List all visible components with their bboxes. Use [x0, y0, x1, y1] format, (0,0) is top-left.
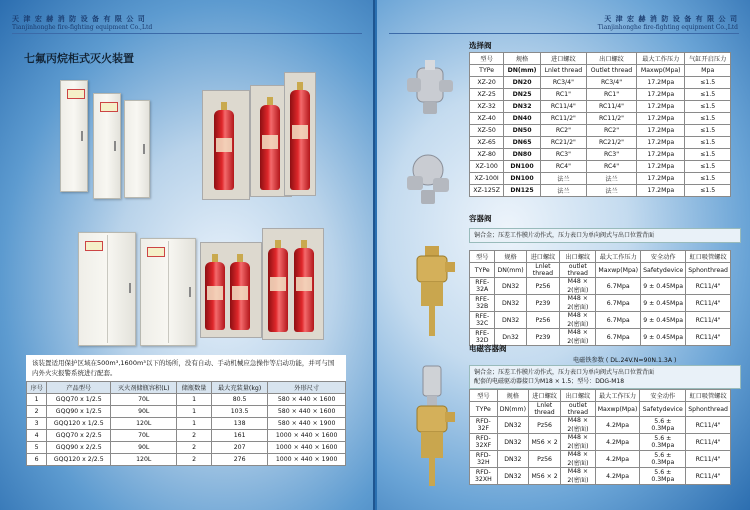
table-cell: 法兰: [586, 173, 636, 185]
table-cell: 2: [177, 430, 212, 442]
table-cell: 80.5: [211, 394, 267, 406]
table-cell: RFE-32D: [470, 329, 495, 346]
table-cell: XZ-125Z: [470, 185, 504, 197]
company-name-cn: 天 津 宏 赫 消 防 设 备 有 限 公 司: [604, 14, 738, 23]
table-row: [470, 451, 731, 468]
table-cell: 4.2Mpa: [595, 417, 640, 434]
col-header: 序号: [27, 382, 47, 394]
col-header: Lnlet thread: [528, 402, 560, 417]
table-cell: GQQ120 x 2/2.5: [47, 454, 111, 466]
table-cell: ≤1.5: [685, 185, 731, 197]
table-cell: RC11/4": [686, 295, 731, 312]
table-cell: M56 × 2: [528, 434, 560, 451]
table-row: [470, 173, 731, 185]
col-header: 外形尺寸: [268, 382, 346, 394]
table-cell: 207: [211, 442, 267, 454]
table-cell: Pz56: [526, 278, 559, 295]
table-cell: DN32: [497, 434, 528, 451]
col-header: Lnlet thread: [540, 65, 586, 77]
solenoid-valve-title: 电磁容器阀: [469, 344, 507, 353]
col-header: 进口螺纹: [540, 53, 586, 65]
table-cell: 580 × 440 × 1600: [268, 394, 346, 406]
table-cell: XZ-80: [470, 149, 504, 161]
table-cell: RC11/4": [540, 101, 586, 113]
table-cell: ≤1.5: [685, 101, 731, 113]
table-row: [470, 137, 731, 149]
cabinet-spec-block: [26, 355, 346, 466]
table-cell: 4: [27, 430, 47, 442]
table-cell: RC11/2": [586, 113, 636, 125]
col-header: outlet thread: [560, 263, 596, 278]
col-header: DN(mm): [497, 402, 528, 417]
col-header: TYPe: [470, 263, 495, 278]
table-cell: RC11/4": [686, 468, 731, 485]
container-valve-image: [407, 240, 457, 340]
table-row: [470, 312, 731, 329]
table-cell: Pz39: [526, 295, 559, 312]
cabinet-double-2: [140, 238, 196, 346]
table-cell: RC3/4": [540, 77, 586, 89]
col-header: 型号: [470, 390, 498, 402]
table-cell: DN32: [495, 312, 526, 329]
table-cell: XZ-40: [470, 113, 504, 125]
col-header: 规格: [504, 53, 541, 65]
table-cell: GQQ70 x 2/2.5: [47, 430, 111, 442]
table-cell: RC3": [540, 149, 586, 161]
selector-valve-table-wrap: [469, 52, 731, 197]
table-cell: 17.2Mpa: [637, 173, 685, 185]
table-row: [470, 468, 731, 485]
table-header-row-en: [470, 65, 731, 77]
table-cell: 70L: [111, 394, 177, 406]
page-title: 七氟丙烷柜式灭火装置: [24, 52, 134, 65]
table-cell: ≤1.5: [685, 125, 731, 137]
table-cell: 276: [211, 454, 267, 466]
table-cell: RC2": [540, 125, 586, 137]
table-row: [470, 295, 731, 312]
table-cell: 90L: [111, 406, 177, 418]
table-cell: DN40: [504, 113, 541, 125]
table-cell: 17.2Mpa: [637, 125, 685, 137]
cabinet-double-1: [78, 232, 136, 346]
table-cell: 17.2Mpa: [637, 161, 685, 173]
col-header: 最大工作压力: [596, 251, 641, 263]
table-cell: 17.2Mpa: [637, 149, 685, 161]
table-cell: XZ-50: [470, 125, 504, 137]
table-cell: M48 × 2(密面): [561, 434, 596, 451]
col-header: 规格: [495, 251, 526, 263]
table-cell: 法兰: [540, 185, 586, 197]
solenoid-valve-notes: [469, 365, 741, 389]
col-header: 进口螺纹: [526, 251, 559, 263]
table-row: [27, 430, 346, 442]
table-cell: 1: [177, 394, 212, 406]
cylinder-1: [214, 110, 234, 190]
table-header-row-cn: [470, 53, 731, 65]
table-cell: RC21/2": [540, 137, 586, 149]
table-cell: XZ-65: [470, 137, 504, 149]
table-cell: 5.6 ± 0.3Mpa: [640, 434, 686, 451]
selector-table-body: [470, 77, 731, 197]
table-cell: 9 ± 0.45Mpa: [641, 278, 686, 295]
table-cell: 161: [211, 430, 267, 442]
table-cell: 17.2Mpa: [637, 137, 685, 149]
table-cell: 法兰: [540, 173, 586, 185]
table-cell: DN32: [497, 417, 528, 434]
table-cell: Dn32: [495, 329, 526, 346]
solenoid-note-2: 配套的电磁驱动器接口为M18 × 1.5；型号：DDG-M18: [474, 378, 625, 385]
selector-valve-image-2: [403, 148, 453, 208]
table-cell: 1: [177, 406, 212, 418]
table-header-row-en: [470, 402, 731, 417]
table-cell: 6.7Mpa: [596, 278, 641, 295]
table-cell: 580 × 440 × 1900: [268, 418, 346, 430]
table-row: [27, 454, 346, 466]
table-cell: RC11/4": [586, 101, 636, 113]
col-header: 最大充装量(kg): [211, 382, 267, 394]
table-cell: RC11/2": [540, 113, 586, 125]
table-cell: 法兰: [586, 185, 636, 197]
table-cell: 4.2Mpa: [595, 434, 640, 451]
table-cell: 17.2Mpa: [637, 77, 685, 89]
table-cell: RC4": [540, 161, 586, 173]
right-header: [598, 14, 738, 31]
container-valve-table-wrap: [469, 250, 731, 346]
table-cell: M48 × 2(密面): [561, 417, 596, 434]
col-header: DN(mm): [504, 65, 541, 77]
table-cell: 17.2Mpa: [637, 185, 685, 197]
table-header-row-cn: [470, 251, 731, 263]
left-page: [0, 0, 373, 510]
table-cell: RC1": [586, 89, 636, 101]
col-header: 进口螺纹: [528, 390, 560, 402]
table-row: [470, 125, 731, 137]
table-cell: 5.6 ± 0.3Mpa: [640, 451, 686, 468]
col-header: 安全动作: [641, 251, 686, 263]
cylinder-5: [230, 262, 250, 330]
table-cell: XZ-25: [470, 89, 504, 101]
col-header: 气缸开启压力: [685, 53, 731, 65]
cabinet-spec-table: [26, 381, 346, 466]
cabinet-closed-2: [93, 93, 121, 199]
cylinder-3: [290, 90, 310, 190]
table-cell: 2: [177, 454, 212, 466]
table-cell: 90L: [111, 442, 177, 454]
table-header-row-cn: [470, 390, 731, 402]
col-header: TYPe: [470, 65, 504, 77]
table-cell: GQQ120 x 1/2.5: [47, 418, 111, 430]
table-header-row: [27, 382, 346, 394]
table-cell: RFE-32A: [470, 278, 495, 295]
col-header: 型号: [470, 53, 504, 65]
table-cell: 70L: [111, 430, 177, 442]
table-cell: 2: [177, 442, 212, 454]
table-cell: 3: [27, 418, 47, 430]
table-cell: DN25: [504, 89, 541, 101]
table-cell: DN80: [504, 149, 541, 161]
table-cell: RC2": [586, 125, 636, 137]
container-valve-table: [469, 250, 731, 346]
table-cell: RC11/4": [686, 278, 731, 295]
table-cell: 5.6 ± 0.3Mpa: [640, 468, 686, 485]
solenoid-param: 电磁铁参数 ( DL.24V.N=90N.1.3A ): [573, 357, 677, 364]
col-header: 虹口吸管螺纹: [686, 390, 731, 402]
col-header: 最大工作压力: [595, 390, 640, 402]
cylinder-4: [205, 262, 225, 330]
table-row: [27, 394, 346, 406]
col-header: Sphonthread: [686, 263, 731, 278]
col-header: 出口螺纹: [561, 390, 596, 402]
table-cell: 9 ± 0.45Mpa: [641, 312, 686, 329]
table-cell: M48 × 2(密面): [560, 329, 596, 346]
col-header: outlet thread: [561, 402, 596, 417]
company-name-en: Tianjinhonghe fire-fighting equipment Co.,Ltd: [12, 24, 153, 31]
table-cell: 120L: [111, 418, 177, 430]
header-rule: [12, 33, 362, 34]
table-cell: DN100: [504, 161, 541, 173]
table-cell: 6.7Mpa: [596, 329, 641, 346]
table-cell: GQQ90 x 1/2.5: [47, 406, 111, 418]
table-cell: RC4": [586, 161, 636, 173]
cabinet-closed-3: [124, 100, 150, 198]
table-cell: DN32: [497, 451, 528, 468]
col-header: Safetydevice: [641, 263, 686, 278]
table-cell: DN65: [504, 137, 541, 149]
table-cell: ≤1.5: [685, 113, 731, 125]
col-header: Lnlet thread: [526, 263, 559, 278]
table-cell: XZ-32: [470, 101, 504, 113]
table-cell: M48 × 2(密面): [561, 451, 596, 468]
container-valve-title: 容器阀: [469, 214, 492, 223]
col-header: Maxwp(Mpa): [637, 65, 685, 77]
table-cell: DN125: [504, 185, 541, 197]
table-cell: DN32: [495, 295, 526, 312]
table-cell: DN32: [497, 468, 528, 485]
table-cell: DN32: [504, 101, 541, 113]
cabinet-table-body: [27, 394, 346, 466]
table-cell: ≤1.5: [685, 89, 731, 101]
table-cell: 1000 × 440 × 1600: [268, 442, 346, 454]
table-cell: 103.5: [211, 406, 267, 418]
col-header: 规格: [497, 390, 528, 402]
table-row: [470, 329, 731, 346]
table-cell: RC1": [540, 89, 586, 101]
cylinder-2: [260, 105, 280, 190]
col-header: 安全动作: [640, 390, 686, 402]
table-cell: DN100: [504, 173, 541, 185]
table-cell: RC11/4": [686, 434, 731, 451]
table-cell: Pz56: [528, 417, 560, 434]
col-header: Mpa: [685, 65, 731, 77]
table-cell: RC11/4": [686, 451, 731, 468]
table-cell: Pz56: [528, 451, 560, 468]
container-table-body: [470, 278, 731, 346]
table-cell: M48 × 2(密面): [560, 278, 596, 295]
table-cell: M48 × 2(密面): [561, 468, 596, 485]
cabinet-closed-1: [60, 80, 88, 192]
cylinder-6: [268, 248, 288, 332]
col-header: TYPe: [470, 402, 498, 417]
table-cell: 17.2Mpa: [637, 89, 685, 101]
table-cell: RFD-32XH: [470, 468, 498, 485]
table-cell: RC3/4": [586, 77, 636, 89]
header-rule: [389, 33, 739, 34]
table-cell: 6.7Mpa: [596, 295, 641, 312]
table-cell: 9 ± 0.45Mpa: [641, 295, 686, 312]
table-cell: Pz39: [526, 329, 559, 346]
table-cell: 1: [177, 418, 212, 430]
table-cell: 1000 × 440 × 1900: [268, 454, 346, 466]
solenoid-valve-table-wrap: [469, 389, 731, 485]
col-header: Outlet thread: [586, 65, 636, 77]
table-cell: XZ-100I: [470, 173, 504, 185]
table-cell: Pz56: [526, 312, 559, 329]
solenoid-valve-image: [407, 360, 457, 490]
table-row: [470, 417, 731, 434]
table-cell: M48 × 2(密面): [560, 312, 596, 329]
selector-valve-table: [469, 52, 731, 197]
table-cell: 4.2Mpa: [595, 451, 640, 468]
table-cell: 2: [27, 406, 47, 418]
solenoid-valve-table: [469, 389, 731, 485]
table-row: [470, 89, 731, 101]
solenoid-table-body: [470, 417, 731, 485]
table-cell: 120L: [111, 454, 177, 466]
table-cell: RFE-32C: [470, 312, 495, 329]
table-row: [470, 77, 731, 89]
table-row: [470, 149, 731, 161]
cabinet-note: 该装置适用保护区域在500m³,1600m³以下的场所，没有自动、手动机械应急操作等启动功能，并可与国内外火灾报警系统进行配套。: [32, 359, 335, 377]
company-name-cn: 天 津 宏 赫 消 防 设 备 有 限 公 司: [12, 14, 146, 23]
table-cell: GQQ70 x 1/2.5: [47, 394, 111, 406]
table-cell: RC11/4": [686, 417, 731, 434]
table-cell: 5: [27, 442, 47, 454]
table-cell: 17.2Mpa: [637, 113, 685, 125]
table-cell: RC11/4": [686, 329, 731, 346]
col-header: 产品型号: [47, 382, 111, 394]
col-header: 储瓶数量: [177, 382, 212, 394]
selector-valve-image-1: [405, 58, 455, 118]
col-header: 灭火剂储瓶容积(L): [111, 382, 177, 394]
table-cell: XZ-20: [470, 77, 504, 89]
table-row: [27, 442, 346, 454]
page-gutter: [373, 0, 375, 510]
col-header: 型号: [470, 251, 495, 263]
col-header: 虹口吸管螺纹: [686, 251, 731, 263]
table-cell: RFD-32F: [470, 417, 498, 434]
cylinder-7: [294, 248, 314, 332]
table-cell: 5.6 ± 0.3Mpa: [640, 417, 686, 434]
table-cell: ≤1.5: [685, 149, 731, 161]
table-cell: ≤1.5: [685, 173, 731, 185]
table-cell: 6.7Mpa: [596, 312, 641, 329]
table-cell: 4.2Mpa: [595, 468, 640, 485]
col-header: 出口螺纹: [586, 53, 636, 65]
table-cell: DN20: [504, 77, 541, 89]
table-cell: RFD-32XF: [470, 434, 498, 451]
company-name-en: Tianjinhonghe fire-fighting equipment Co.,Ltd: [597, 24, 738, 31]
col-header: 最大工作压力: [637, 53, 685, 65]
table-row: [470, 101, 731, 113]
table-row: [470, 185, 731, 197]
left-header: [12, 14, 152, 31]
table-cell: M56 × 2: [528, 468, 560, 485]
table-cell: ≤1.5: [685, 137, 731, 149]
table-cell: DN32: [495, 278, 526, 295]
table-header-row-en: [470, 263, 731, 278]
table-cell: RC11/4": [686, 312, 731, 329]
right-page: [377, 0, 750, 510]
table-cell: M48 × 2(密面): [560, 295, 596, 312]
table-cell: 9 ± 0.45Mpa: [641, 329, 686, 346]
solenoid-note-1: 铜合金；压差工作膜片动作式，压力表口为单向阀式与出口位置背面: [474, 369, 655, 376]
table-cell: GQQ90 x 2/2.5: [47, 442, 111, 454]
col-header: Safetydevice: [640, 402, 686, 417]
table-cell: ≤1.5: [685, 77, 731, 89]
table-row: [27, 406, 346, 418]
table-cell: 6: [27, 454, 47, 466]
table-row: [470, 434, 731, 451]
col-header: DN(mm): [495, 263, 526, 278]
table-cell: 138: [211, 418, 267, 430]
table-cell: 1000 × 440 × 1600: [268, 430, 346, 442]
table-cell: RFD-32H: [470, 451, 498, 468]
col-header: Sphonthread: [686, 402, 731, 417]
container-valve-note: 铜合金；压差工作膜片动作式，压力表口为单向阀式与出口位置背面: [469, 228, 741, 243]
table-cell: XZ-100: [470, 161, 504, 173]
table-row: [470, 278, 731, 295]
table-row: [27, 418, 346, 430]
table-cell: 1: [27, 394, 47, 406]
table-cell: ≤1.5: [685, 161, 731, 173]
table-cell: RFE-32B: [470, 295, 495, 312]
table-row: [470, 161, 731, 173]
table-cell: DN50: [504, 125, 541, 137]
table-cell: RC3": [586, 149, 636, 161]
col-header: Maxwp(Mpa): [595, 402, 640, 417]
col-header: 出口螺纹: [560, 251, 596, 263]
selector-valve-title: 选择阀: [469, 41, 492, 50]
table-cell: 580 × 440 × 1600: [268, 406, 346, 418]
table-cell: RC21/2": [586, 137, 636, 149]
col-header: Maxwp(Mpa): [596, 263, 641, 278]
table-cell: 17.2Mpa: [637, 101, 685, 113]
table-row: [470, 113, 731, 125]
